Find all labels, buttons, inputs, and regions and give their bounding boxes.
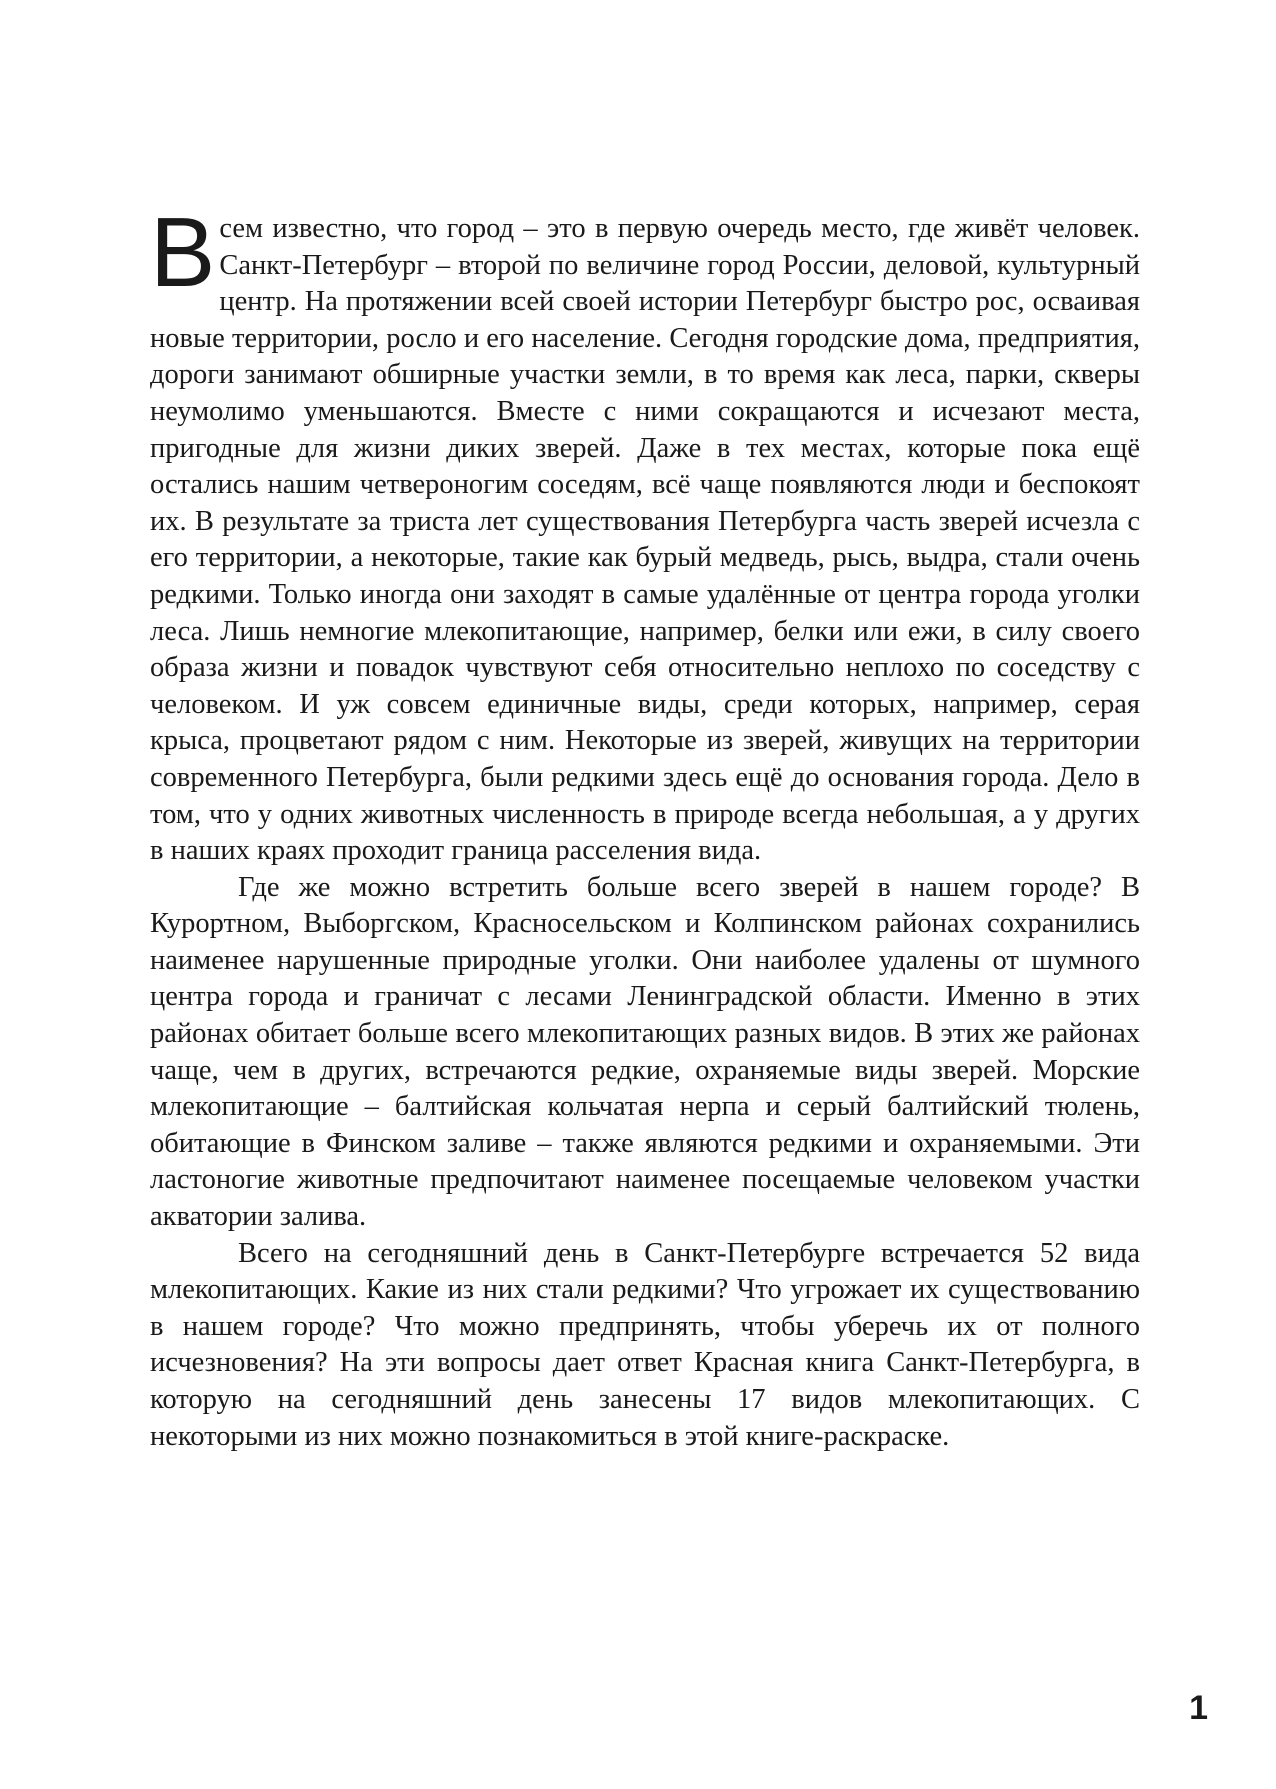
drop-cap: В [150,197,216,307]
paragraph-1-text: сем известно, что город – это в первую очередь место, где живёт человек. Санкт-Петербург – второй по величине город России, деловой, культурный центр. На протяжении всей своей истории Петербург быстро рос, осваивая новые территории, росло и его население. Сегодня городские дома, предприятия, дороги занимают обширные участки земли, в то время как леса, парки, скверы неумолимо уменьшаются. Вместе с ними сокращаются и исчезают места, пригодные для жизни диких зверей. Даже в тех местах, которые пока ещё остались нашим четвероногим соседям, всё чаще появляются люди и беспокоят их. В результате за триста лет существования Петербурга часть зверей исчезла с его территории, а некоторые, такие как бурый медведь, рысь, выдра, стали очень редкими. Только иногда они заходят в самые удалённые от центра города уголки леса. Лишь немногие млекопитающие, например, белки или ежи, в силу своего образа жизни и повадок чувствуют себя относительно неплохо по соседству с человеком. И уж совсем единичные виды, среди которых, например, серая крыса, процветают рядом с ним. Некоторые из зверей, живущих на территории современного Петербурга, были редкими здесь ещё до основания города. Дело в том, что у одних животных численность в природе всегда небольшая, а у других в наших краях проходит граница расселения вида. [150,213,1140,867]
paragraph-2: Где же можно встретить больше всего зверей в нашем городе? В Курортном, Выборгском, Красносельском и Колпинском районах сохранились наименее нарушенные природные уголки. Они наиболее удалены от шумного центра города и граничат с лесами Ленинградской области. Именно в этих районах обитает больше всего млекопитающих разных видов. В этих же районах чаще, чем в других, встречаются редкие, охраняемые виды зверей. Морские млекопитающие – балтийская кольчатая нерпа и серый балтийский тюлень, обитающие в Финском заливе – также являются редкими и охраняемыми. Эти ластоногие животные предпочитают наименее посещаемые человеком участки акватории залива. [150,871,1140,1233]
paragraph-1 [150,197,1140,870]
paragraph-3: Всего на сегодняшний день в Санкт-Петербурге встречается 52 вида млекопитающих. Какие из них стали редкими? Что угрожает их существованию в нашем городе? Что можно предпринять, чтобы уберечь их от полного исчезновения? На эти вопросы дает ответ Красная книга Санкт-Петербурга, в которую на сегодняшний день занесены 17 видов млекопитающих. С некоторыми из них можно познакомиться в этой книге-раскраске. [150,1237,1140,1452]
article-body [150,197,1140,1455]
page-number: 1 [1189,1689,1208,1727]
